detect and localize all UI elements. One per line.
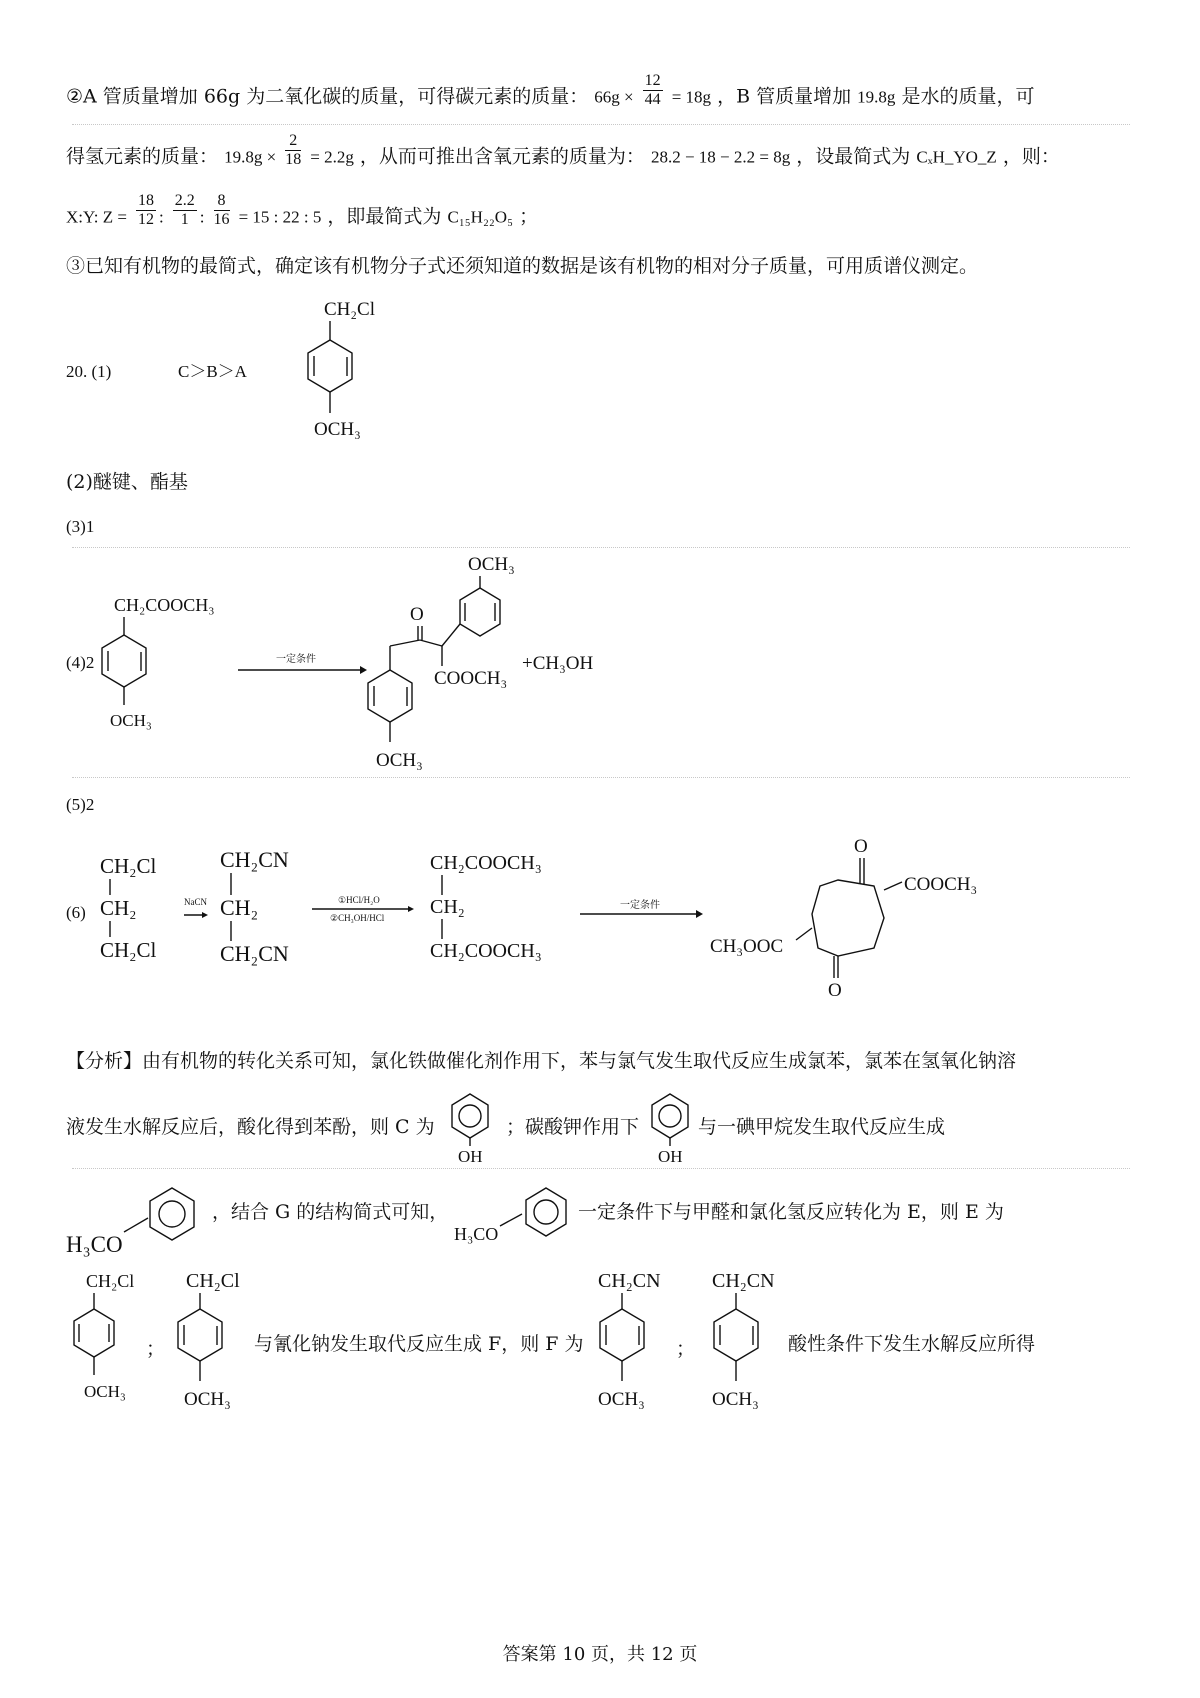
line3-xyz: X:Y: Z = (66, 207, 127, 227)
reaction-arrow (236, 650, 368, 680)
q6-reaction-chain (90, 845, 640, 975)
dinitrile (220, 847, 289, 966)
analysis-line2a: 液发生水解反应后，酸化得到苯酚，则 C 为 (66, 1116, 435, 1138)
e-structure-1 (66, 1265, 156, 1415)
analysis-line2c: 与一碘甲烷发生取代反应生成 (698, 1116, 946, 1138)
svg-text:OCH₃: OCH₃ (110, 711, 152, 730)
svg-text:OH: OH (458, 1147, 483, 1165)
q20-label: 20. (1) (66, 362, 112, 381)
diester (430, 852, 542, 962)
svg-text:CH₂Cl: CH₂Cl (100, 938, 157, 962)
svg-text:O: O (410, 604, 424, 625)
line2-text-d: ，则： (1002, 145, 1060, 168)
svg-text:一定条件: 一定条件 (620, 900, 660, 911)
svg-text:CH₂Cl: CH₂Cl (100, 854, 157, 878)
svg-text:COOCH₃: COOCH₃ (904, 874, 978, 895)
line3-text-c: ，即最简式为 (327, 205, 442, 228)
line2-text-a: 得氢元素的质量： (66, 145, 219, 168)
svg-text:O: O (854, 836, 868, 857)
svg-text:CH₂COOCH₃: CH₂COOCH₃ (430, 940, 542, 962)
line1-expr-b: = 18g (671, 87, 712, 107)
phenol-structure (640, 1090, 700, 1165)
line3-text-d: ； (519, 205, 539, 228)
line1-bval: 19.8g (857, 87, 896, 107)
svg-text:OCH₃: OCH₃ (598, 1389, 645, 1410)
divider (72, 1168, 1130, 1169)
analysis-line4b: 与氰化钠发生取代反应生成 F，则 F 为 (254, 1333, 584, 1355)
page-footer: 答案第 10 页，共 12 页 (502, 1644, 698, 1665)
svg-text:OCH₃: OCH₃ (184, 1389, 231, 1410)
svg-text:OCH₃: OCH₃ (376, 750, 423, 771)
svg-text:O: O (828, 980, 842, 998)
analysis-line2b: ；碳酸钾作用下 (506, 1116, 640, 1138)
fraction-18-12: $\frac{18}{12}$ (137, 192, 154, 228)
line1-text-a: ②A 管质量增加 66g 为二氧化碳的质量，可得碳元素的质量： (66, 85, 589, 108)
q4-label: (4)2 (66, 653, 95, 672)
svg-text:CH₂CN: CH₂CN (712, 1270, 775, 1292)
dichloropropane (100, 854, 157, 962)
line2-expr-b: = 2.2g (310, 147, 354, 167)
line3: X:Y: Z = $\frac{18}{12}$ : $\frac{2.2}{1}$ : $\frac{8}{16}$ = 15 : 22 : 5 ，即最简式为 C₁₅H₂₂O₅ ； (66, 192, 539, 228)
svg-text:CH₂COOCH₃: CH₂COOCH₃ (114, 595, 215, 615)
f-structure-1 (576, 1265, 686, 1425)
svg-text:CH₂CN: CH₂CN (598, 1270, 661, 1292)
svg-text:NaCN: NaCN (184, 897, 207, 907)
svg-text:CH₂COOCH₃: CH₂COOCH₃ (430, 852, 542, 874)
svg-text:②CH₃OH/HCl: ②CH₃OH/HCl (330, 913, 385, 923)
f-structure-2 (690, 1265, 800, 1425)
cyclooctane-product (706, 828, 1006, 998)
line1 (66, 72, 1035, 109)
svg-text:OCH₃: OCH₃ (468, 554, 515, 575)
svg-text:OCH₃: OCH₃ (84, 1382, 126, 1401)
reaction-arrow (578, 898, 706, 922)
q6-label: (6) (66, 903, 86, 922)
analysis-line3a: ，结合 G 的结构简式可知， (212, 1201, 449, 1223)
analysis-sep2: ； (676, 1338, 696, 1360)
e-structure-2 (160, 1265, 260, 1425)
svg-text:OH: OH (658, 1147, 683, 1165)
svg-text:H₃CO: H₃CO (454, 1224, 499, 1244)
struct-bottom-label: OCH₃ (314, 419, 361, 440)
q20-order: C＞B＞A (178, 362, 247, 381)
svg-text:CH₂CN: CH₂CN (220, 847, 289, 872)
q2-answer: (2)醚键、酯基 (66, 471, 188, 493)
line3-ratio: = 15 : 22 : 5 (238, 207, 322, 227)
svg-text:CH₂Cl: CH₂Cl (86, 1271, 135, 1291)
q5-answer: (5)2 (66, 795, 95, 814)
svg-text:COOCH₃: COOCH₃ (434, 668, 508, 689)
analysis-line1: 【分析】由有机物的转化关系可知，氯化铁做催化剂作用下，苯与氯气发生取代反应生成氯苯，氯苯在氢氧化钠溶 (66, 1050, 1017, 1072)
svg-text:①HCl/H₂O: ①HCl/H₂O (338, 895, 380, 905)
divider (72, 777, 1130, 778)
line2-formula: CₓH_YO_Z (916, 147, 997, 167)
line1-expr-a: 66g × (594, 87, 634, 107)
phenol-structure (440, 1090, 500, 1165)
line1-text-c: 是水的质量，可 (901, 85, 1035, 108)
line2-text-c: ，设最简式为 (796, 145, 911, 168)
struct-top-label: CH₂Cl (324, 299, 375, 320)
svg-text:CH₂: CH₂ (220, 895, 259, 920)
line2-text-b: ，从而可推出含氧元素的质量为： (359, 145, 645, 168)
svg-text:CH₂: CH₂ (100, 896, 137, 920)
divider (72, 124, 1130, 125)
q4-byproduct: +CH₃OH (522, 653, 594, 674)
svg-text:CH₂CN: CH₂CN (220, 941, 289, 966)
line2 (66, 132, 1060, 169)
line2-expr-c: 28.2 − 18 − 2.2 = 8g (650, 147, 791, 167)
svg-text:CH₃OOC: CH₃OOC (710, 936, 784, 957)
svg-text:OCH₃: OCH₃ (712, 1389, 759, 1410)
line2-expr-a: 19.8g × (224, 147, 277, 167)
q3-answer: (3)1 (66, 517, 95, 536)
structure-ch2cl-anisole (290, 295, 400, 445)
svg-text:H₃CO: H₃CO (66, 1232, 123, 1257)
fraction-8-16: $\frac{8}{16}$ (213, 192, 230, 228)
line3-formula: C₁₅H₂₂O₅ (447, 207, 514, 227)
analysis-line4d: 酸性条件下发生水解反应所得 (788, 1333, 1036, 1355)
svg-text:一定条件: 一定条件 (276, 654, 316, 665)
svg-text:CH₂: CH₂ (430, 896, 465, 918)
svg-text:CH₂Cl: CH₂Cl (186, 1270, 240, 1292)
analysis-line3b: 一定条件下与甲醛和氯化氢反应转化为 E，则 E 为 (578, 1201, 1004, 1223)
line1-text-b: ，B 管质量增加 (717, 85, 852, 108)
fraction-2.2-1: $\frac{2.2}{1}$ (174, 192, 195, 228)
anisole-structure (450, 1182, 580, 1252)
fraction-12-44: $\frac{12}{44}$ (644, 72, 661, 108)
analysis-sep1: ； (146, 1338, 166, 1360)
anisole-structure (62, 1180, 212, 1260)
fraction-2-18: $\frac{2}{18}$ (285, 132, 302, 168)
line4: ③已知有机物的最简式，确定该有机物分子式还须知道的数据是该有机物的相对分子质量，可用质谱仪测定。 (66, 255, 979, 277)
